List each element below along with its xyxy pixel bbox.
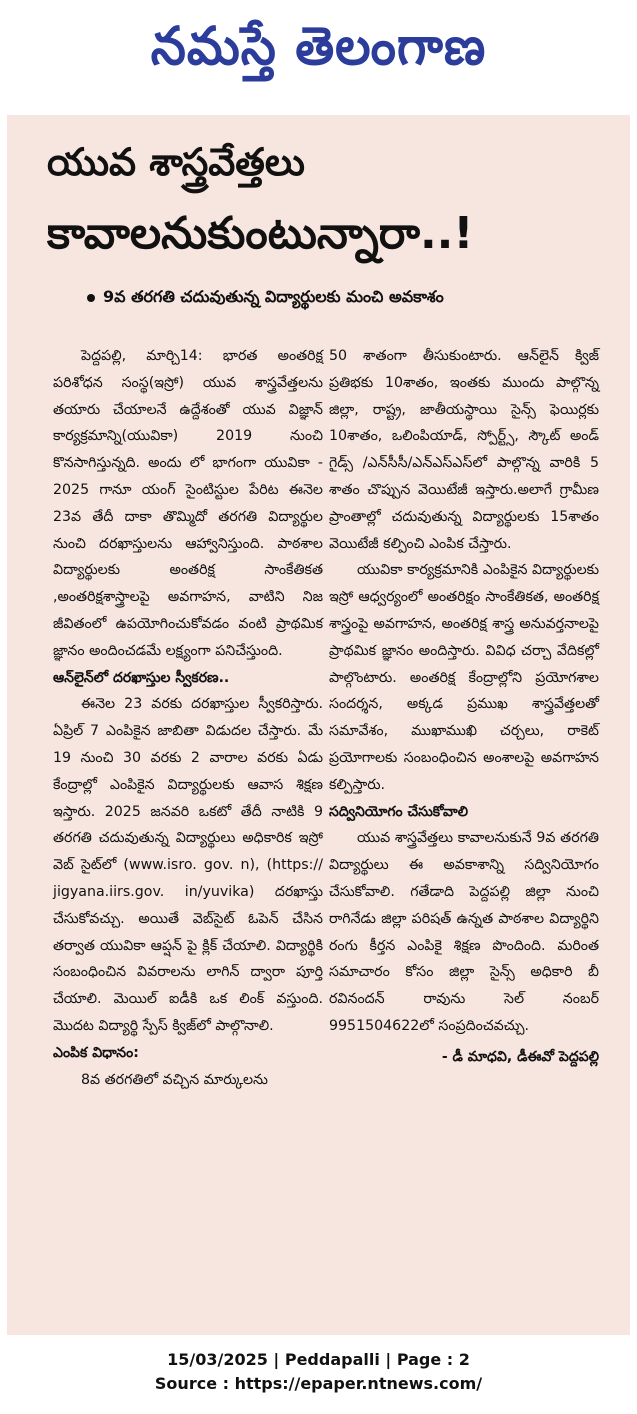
masthead [0,0,637,100]
article-paragraph: యువికా కార్యక్రమానికి ఎంపికైన విద్యార్థులకు ఇస్రో ఆధ్వర్యంలో అంతరిక్షం సాంకేతికత, అంతరిక్ష శాస్త్రంపై అవగాహన, అంతరిక్ష శాస్త్ర అనువర్తనాలపై ప్రాథమిక జ్ఞానం అందిస్తారు. వివిధ చర్చా వేదికల్లో పాల్గొంటారు. అంతరిక్ష కేంద్రాల్లోని ప్రయోగశాల సందర్శన, అక్కడ ప్రముఖ శాస్త్రవేత్తలతో సమావేశం, ముఖాముఖి చర్చలు, రాకెట్ ప్రయోగాలకు సంబంధించిన అంశాలపై అవగాహన కల్పిస్తారు. [329,562,599,793]
article-paragraph: యువ శాస్త్రవేత్తలు కావాలనుకునే 9వ తరగతి విద్యార్థులు ఈ అవకాశాన్ని సద్వినియోగం చేసుకోవాలి. గతేడాది పెద్దపల్లి జిల్లా నుంచి రాగినేడు జిల్లా పరిషత్ ఉన్నత పాఠశాల విద్యార్థిని రంగు కీర్తన ఎంపికై శిక్షణ పొందింది. మరింత సమాచారం కోసం జిల్లా సైన్స్ అధికారి బీ రవినందన్ రావును సెల్ నంబర్ 9951504622లో సంప్రదించవచ్చు. [329,830,599,1034]
section-subheading: సద్వినియోగం చేసుకోవాలి [329,803,468,820]
bullet-icon [87,294,95,302]
headline-line-2: కావాలనుకుంటున్నారా..! [47,208,474,259]
subheadline [87,287,444,310]
page-footer [0,1348,637,1396]
section-subheading: ఆన్‌లైన్‌లో దరఖాస్తుల స్వీకరణ.. [53,669,230,686]
article-paragraph: 8వ తరగతిలో వచ్చిన మార్కులను [81,1071,268,1088]
subheadline-text: 9వ తరగతి చదువుతున్న విద్యార్థులకు మంచి అవకాశం [103,287,444,306]
footer-edition-info: 15/03/2025 | Peddapalli | Page : 2 [167,1350,470,1369]
article-paragraph: పెద్దపల్లి, మార్చి14: భారత అంతరిక్ష పరిశోధన సంస్థ(ఇస్రో) యువ శాస్త్రవేత్తలను తయారు చేయాలనే ఉద్దేశంతో యువ విజ్ఞాన్ కార్యక్రమాన్ని(యువికా) 2019 నుంచి కొనసాగిస్తున్నది. అందు లో భాగంగా యువికా - 2025 గానూ యంగ్ సైంటిస్టుల పేరిట ఈనెల 23వ తేదీ దాకా తొమ్మిదో తరగతి విద్యార్థుల నుంచి దరఖాస్తులను ఆహ్వానిస్తుంది. పాఠశాల విద్యార్థులకు అంతరిక్ష సాంకేతికత ,అంతరిక్షశాస్త్రాలపై అవగాహన, వాటిని నిజ జీవితంలో ఉపయోగించుకోవడం వంటి ప్రాథమిక జ్ఞానం అందించడమే లక్ష్యంగా పనిచేస్తుంది. [53,348,323,659]
section-subheading: ఎంపిక విధానం: [53,1044,139,1061]
headline-line-1: యువ శాస్త్రవేత్తలు [47,140,305,184]
footer-source: Source : https://epaper.ntnews.com/ [154,1374,483,1393]
news-clipping [7,115,630,1335]
article-byline: - డీ మాధవి, డీఈవో పెద్దపల్లి [441,1048,599,1065]
newspaper-logo: నమస్తే తెలంగాణ [150,15,487,77]
article-paragraph: ఈనెల 23 వరకు దరఖాస్తుల స్వీకరిస్తారు. ఏప్రిల్ 7 ఎంపికైన జాబితా విడుదల చేస్తారు. మే 19 నుంచి 30 వరకు 2 వారాల వరకు ఏడు కేంద్రాల్లో ఎంపికైన విద్యార్థులకు ఆవాస శిక్షణ ఇస్తారు. 2025 జనవరి ఒకటో తేదీ నాటికి 9 తరగతి చదువుతున్న విద్యార్థులు అధికారిక ఇస్రో వెబ్ సైట్‌లో (www.isro. gov. n), (https:// jigyana.iirs.gov. in/yuvika) దరఖాస్తు చేసుకోవచ్చు. అయితే వెబ్‌సైట్ ఓపెన్ చేసిన తర్వాత యువికా ఆప్షన్ పై క్లిక్ చేయాలి. విద్యార్థికి సంబంధించిన వివరాలను లాగిన్ ద్వారా పూర్తి చేయాలి. మెయిల్ ఐడీకి ఒక లింక్ వస్తుంది. మొదట విద్యార్థి స్పేస్ క్విజ్‌లో పాల్గొనాలి. [53,696,323,1034]
article-paragraph: 50 శాతంగా తీసుకుంటారు. ఆన్‌లైన్ క్విజ్ ప్రతిభకు 10శాతం, ఇంతకు ముందు పాల్గొన్న జిల్లా, రాష్ట్ర, జాతీయస్థాయి సైన్స్ ఫెయిర్లకు 10శాతం, ఒలింపియాడ్, స్పోర్ట్స్, స్కౌట్ అండ్ గైడ్స్ /ఎన్‌సీసీ/ఎన్ఎస్ఎస్‌లో పాల్గొన్న వారికి 5 శాతం చొప్పున వెయిటేజీ ఇస్తారు.అలాగే గ్రామీణ ప్రాంతాల్లో చదువుతున్న విద్యార్థులకు 15శాతం వెయిటేజీ కల్పించి ఎంపిక చేస్తారు. [329,348,599,552]
article-column-right [329,343,599,1071]
article-column-left [53,343,323,1093]
